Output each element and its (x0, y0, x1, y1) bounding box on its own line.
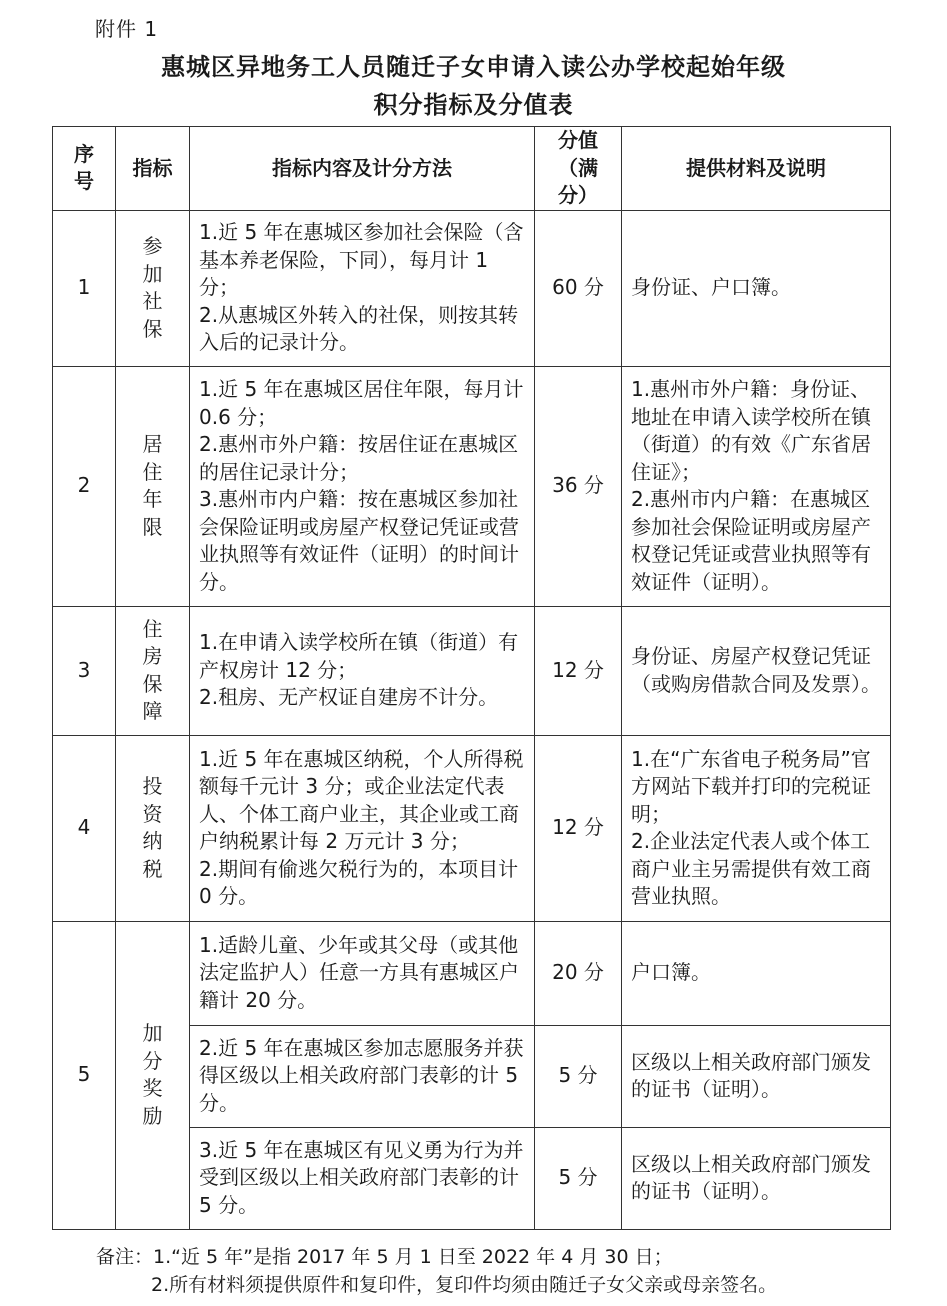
attachment-label: 附件 1 (95, 17, 159, 41)
table-row (53, 606, 891, 735)
row-content: 1.适龄儿童、少年或其父母（或其他法定监护人）任意一方具有惠城区户籍计 20 分。 (190, 921, 535, 1025)
table-row (53, 921, 891, 1025)
row-content: 1.近 5 年在惠城区纳税，个人所得税额每千元计 3 分；或企业法定代表人、个体工商户业主，其企业或工商户纳税累计每 2 万元计 3 分； 2.期间有偷逃欠税行为的，本项目计 0 分。 (190, 735, 535, 921)
row-content: 3.近 5 年在惠城区有见义勇为行为并受到区级以上相关政府部门表彰的计 5 分。 (190, 1127, 535, 1229)
header-indicator: 指标 (116, 127, 190, 211)
row-materials: 身份证、户口簿。 (622, 210, 891, 366)
document-title-line1: 惠城区异地务工人员随迁子女申请入读公办学校起始年级 (161, 53, 786, 81)
row-materials: 区级以上相关政府部门颁发的证书（证明）。 (622, 1127, 891, 1229)
row-score: 5 分 (535, 1025, 622, 1127)
header-content: 指标内容及计分方法 (190, 127, 535, 211)
row-seq: 3 (53, 606, 116, 735)
score-table (52, 126, 891, 1230)
footnote-1: 备注：1.“近 5 年”是指 2017 年 5 月 1 日至 2022 年 4 月 30 日； (96, 1246, 673, 1268)
row-materials: 区级以上相关政府部门颁发的证书（证明）。 (622, 1025, 891, 1127)
row-score: 12 分 (535, 606, 622, 735)
row-score: 20 分 (535, 921, 622, 1025)
row-materials: 1.惠州市外户籍：身份证、地址在申请入读学校所在镇（街道）的有效《广东省居住证》； 2.惠州市内户籍：在惠城区参加社会保险证明或房屋产权登记凭证或营业执照等有效证件（证明）。 (622, 366, 891, 606)
footnote-2: 2.所有材料须提供原件和复印件，复印件均须由随迁子女父亲或母亲签名。 (151, 1274, 778, 1296)
table-row (53, 735, 891, 921)
row-indicator: 居住年限 (116, 366, 190, 606)
row-indicator: 住房保障 (116, 606, 190, 735)
header-row (53, 127, 891, 211)
table-row (53, 366, 891, 606)
document-title-line2: 积分指标及分值表 (373, 91, 574, 119)
row-score: 5 分 (535, 1127, 622, 1229)
row-content: 1.在申请入读学校所在镇（街道）有产权房计 12 分； 2.租房、无产权证自建房不计分。 (190, 606, 535, 735)
row-indicator: 加分奖励 (116, 921, 190, 1229)
row-materials: 户口簿。 (622, 921, 891, 1025)
row-materials: 1.在“广东省电子税务局”官方网站下载并打印的完税证明； 2.企业法定代表人或个体工商户业主另需提供有效工商营业执照。 (622, 735, 891, 921)
table-row (53, 210, 891, 366)
header-materials: 提供材料及说明 (622, 127, 891, 211)
row-seq: 4 (53, 735, 116, 921)
row-seq: 2 (53, 366, 116, 606)
row-materials: 身份证、房屋产权登记凭证（或购房借款合同及发票）。 (622, 606, 891, 735)
header-seq: 序号 (53, 127, 116, 211)
row-content: 2.近 5 年在惠城区参加志愿服务并获得区级以上相关政府部门表彰的计 5 分。 (190, 1025, 535, 1127)
row-content: 1.近 5 年在惠城区参加社会保险（含基本养老保险，下同），每月计 1 分； 2.从惠城区外转入的社保，则按其转入后的记录计分。 (190, 210, 535, 366)
header-score: 分值（满分） (535, 127, 622, 211)
row-indicator: 参加社保 (116, 210, 190, 366)
row-score: 12 分 (535, 735, 622, 921)
row-seq: 5 (53, 921, 116, 1229)
row-indicator: 投资纳税 (116, 735, 190, 921)
row-seq: 1 (53, 210, 116, 366)
row-score: 36 分 (535, 366, 622, 606)
row-score: 60 分 (535, 210, 622, 366)
row-content: 1.近 5 年在惠城区居住年限，每月计 0.6 分； 2.惠州市外户籍：按居住证在惠城区的居住记录计分； 3.惠州市内户籍：按在惠城区参加社会保险证明或房屋产权登记凭证或营业执照等有效证件（证明）的时间计分。 (190, 366, 535, 606)
